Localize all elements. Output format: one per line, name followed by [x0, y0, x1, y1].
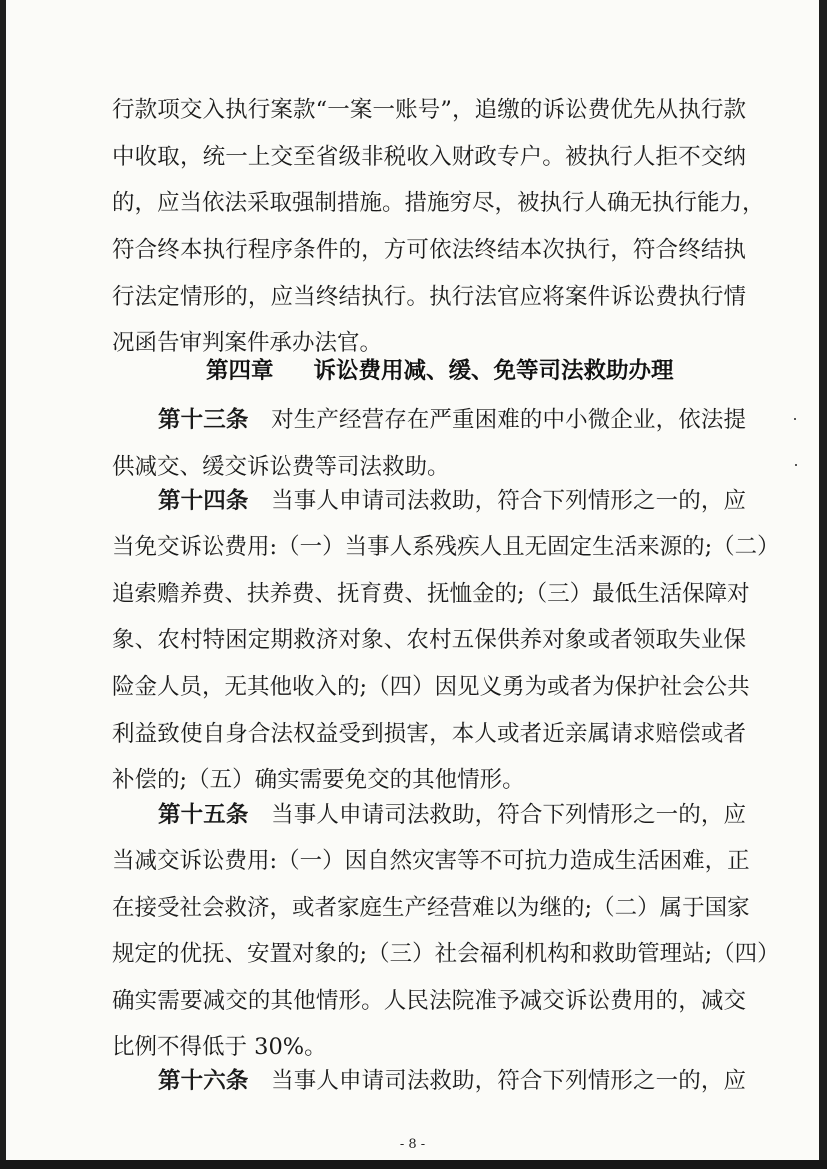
article-label: 第十五条 — [158, 802, 249, 828]
article-label: 第十六条 — [158, 1068, 249, 1094]
body-text-line: 当免交诉讼费用:（一）当事人系残疾人且无固定生活来源的;（二） — [112, 534, 780, 560]
scan-speck — [794, 418, 796, 420]
body-text-line: 当减交诉讼费用:（一）因自然灾害等不可抗力造成生活困难，正 — [112, 848, 750, 874]
article-text: 当事人申请司法救助，符合下列情形之一的，应 — [271, 1068, 746, 1094]
scan-edge-bottom — [0, 1160, 827, 1169]
article-label: 第十四条 — [158, 488, 249, 514]
body-text-line: 供减交、缓交诉讼费等司法救助。 — [112, 454, 450, 480]
article-first-line — [158, 490, 746, 513]
body-text-line: 利益致使自身合法权益受到损害，本人或者近亲属请求赔偿或者 — [112, 721, 746, 747]
body-text-line: 中收取，统一上交至省级非税收入财政专户。被执行人拒不交纳 — [112, 144, 746, 170]
chapter-number: 第四章 — [206, 358, 274, 384]
chapter-title: 诉讼费用减、缓、免等司法救助办理 — [313, 358, 674, 384]
body-text-line: 比例不得低于 30%。 — [112, 1034, 327, 1060]
article-text: 对生产经营存在严重困难的中小微企业，依法提 — [271, 407, 746, 433]
scan-edge-right — [819, 0, 827, 1169]
body-text-line: 的，应当依法采取强制措施。措施穷尽，被执行人确无执行能力， — [112, 190, 765, 216]
body-text-line: 象、农村特困定期救济对象、农村五保供养对象或者领取失业保 — [112, 627, 746, 653]
article-label: 第十三条 — [158, 407, 249, 433]
body-text-line: 符合终本执行程序条件的，方可依法终结本次执行，符合终结执 — [112, 237, 746, 263]
body-text-line: 行法定情形的，应当终结执行。执行法官应将案件诉讼费执行情 — [112, 284, 746, 310]
body-text-line: 在接受社会救济，或者家庭生产经营难以为继的;（二）属于国家 — [112, 895, 750, 921]
body-text-line: 规定的优抚、安置对象的;（三）社会福利机构和救助管理站;（四） — [112, 941, 780, 967]
article-text: 当事人申请司法救助，符合下列情形之一的，应 — [271, 802, 746, 828]
page-number: - 8 - — [399, 1137, 426, 1152]
article-first-line — [158, 804, 746, 827]
document-page — [6, 0, 819, 1160]
article-first-line — [158, 409, 746, 432]
article-first-line — [158, 1070, 746, 1093]
chapter-heading — [206, 360, 674, 383]
body-text-line: 险金人员，无其他收入的;（四）因见义勇为或者为保护社会公共 — [112, 674, 750, 700]
body-text-line: 况函告审判案件承办法官。 — [112, 330, 383, 356]
body-text-line: 行款项交入执行案款“一案一账号”，追缴的诉讼费优先从执行款 — [112, 97, 746, 123]
scan-speck — [795, 464, 797, 466]
body-text-line: 补偿的;（五）确实需要免交的其他情形。 — [112, 767, 525, 793]
article-text: 当事人申请司法救助，符合下列情形之一的，应 — [271, 488, 746, 514]
body-text-line: 追索赡养费、扶养费、抚育费、抚恤金的;（三）最低生活保障对 — [112, 581, 750, 607]
body-text-line: 确实需要减交的其他情形。人民法院准予减交诉讼费用的，减交 — [112, 988, 746, 1014]
